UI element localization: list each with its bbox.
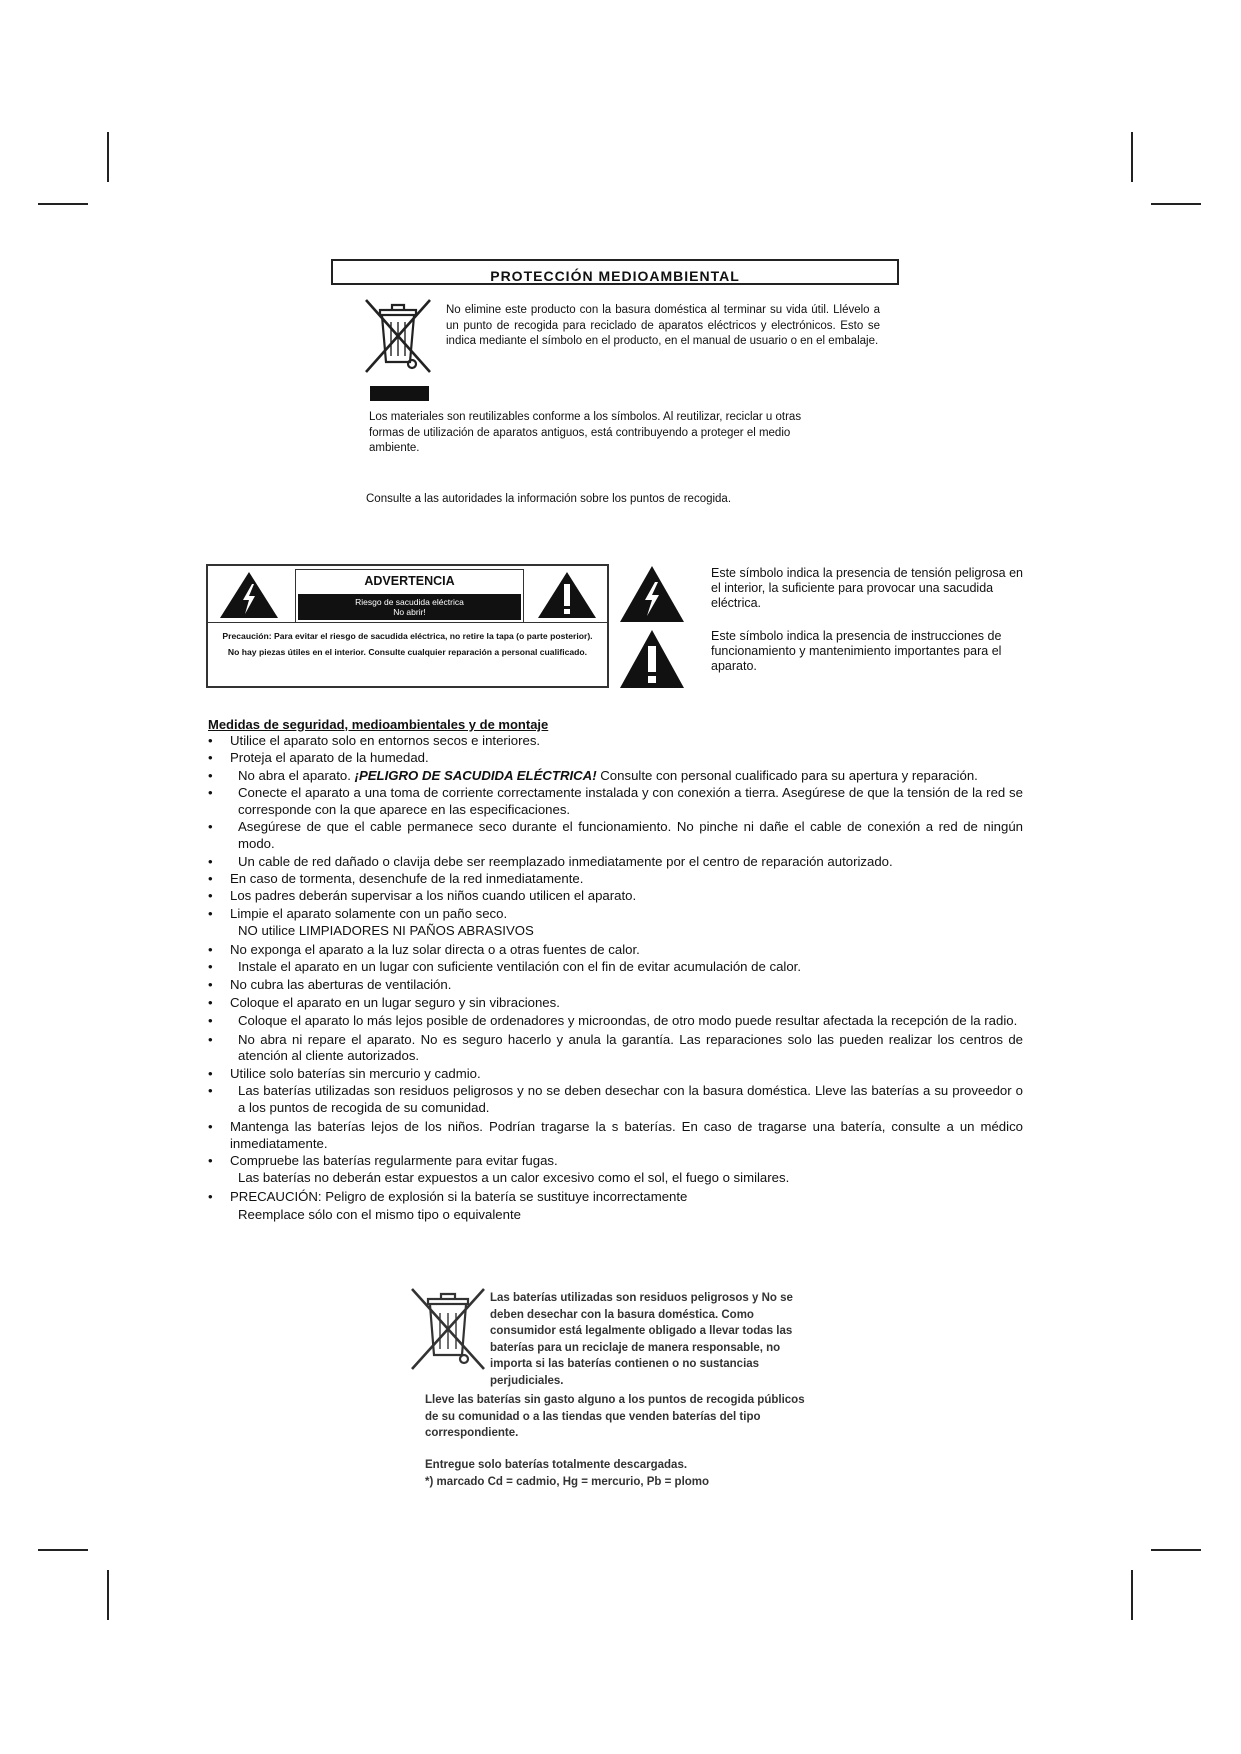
exclamation-symbol-text: Este símbolo indica la presencia de instrucciones de funcionamiento y mantenimiento importantes para el aparato. (711, 629, 1002, 673)
list-item: • Proteja el aparato de la humedad. (208, 750, 429, 766)
list-item: • Un cable de red dañado o clavija debe ser reemplazado inmediatamente por el centro de reparación autorizado. (208, 853, 893, 869)
warning-line-1: Riesgo de sacudida eléctrica (355, 597, 464, 607)
list-item: • Los padres deberán supervisar a los niños cuando utilicen el aparato. (208, 888, 637, 904)
list-item: • Limpie el aparato solamente con un paño seco. (208, 905, 508, 921)
crop-mark-top-right-horizontal (1151, 203, 1201, 205)
crop-mark-bottom-left-horizontal (38, 1549, 88, 1551)
environmental-protection-title: PROTECCIÓN MEDIOAMBIENTAL (331, 259, 899, 285)
list-item: • PRECAUCIÓN: Peligro de explosión si la batería se sustituye incorrectamente (208, 1189, 688, 1205)
lightning-symbol-text: Este símbolo indica la presencia de tensión peligrosa en el interior, la suficiente para provocar una sacudida eléctrica. (711, 566, 1023, 610)
list-item: • Instale el aparato en un lugar con suficiente ventilación con el fin de evitar acumulación de calor. (208, 959, 802, 975)
warning-label (206, 564, 609, 688)
list-item: • Compruebe las baterías regularmente para evitar fugas. (208, 1153, 558, 1169)
list-item-continuation: Reemplace sólo con el mismo tipo o equivalente (238, 1206, 521, 1222)
crossed-bin-icon (362, 298, 434, 374)
danger-warning: ¡PELIGRO DE SACUDIDA ELÉCTRICA! (354, 767, 597, 783)
environmental-paragraph-1: No elimine este producto con la basura doméstica al terminar su vida útil. Llévelo a un punto de recogida para reciclado de aparatos eléctricos y electrónicos. Esto se indica mediante el símbolo en el producto, en el manual de usuario o en el embalaje. (446, 304, 880, 347)
safety-heading: Medidas de seguridad, medioambientales y de montaje (208, 717, 549, 732)
crop-mark-top-left-vertical (107, 132, 109, 182)
environmental-paragraph-2: Los materiales son reutilizables conforme a los símbolos. Al reutilizar, reciclar u otras formas de utilización de aparatos antiguos, está contribuyendo a proteger el medio ambiente. (369, 411, 802, 454)
list-item: • Coloque el aparato en un lugar seguro y sin vibraciones. (208, 995, 560, 1011)
battery-paragraph-2: Lleve las baterías sin gasto alguno a los puntos de recogida públicos de su comunidad o a las tiendas que venden baterías del tipo correspondiente. (425, 1394, 805, 1439)
warning-black-panel (298, 594, 521, 620)
warning-title: ADVERTENCIA (364, 574, 455, 588)
warning-precaution-text: Precaución: Para evitar el riesgo de sacudida eléctrica, no retire la tapa (o parte posterior). No hay piezas útiles en el interior. Consulte cualquier reparación a personal cualificado. (222, 631, 593, 657)
battery-paragraph-1: Las baterías utilizadas son residuos peligrosos y No se deben desechar con la basura doméstica. Como consumidor está legalmente obligado a llevar todas las baterías para un reciclaje de manera responsable, no importa si las baterías contienen o no sustancias perjudiciales. (490, 1292, 793, 1387)
crop-mark-bottom-left-vertical (107, 1570, 109, 1620)
list-item-continuation: NO utilice LIMPIADORES NI PAÑOS ABRASIVOS (238, 923, 534, 939)
black-bar-marker (370, 386, 429, 401)
crop-mark-top-left-horizontal (38, 203, 88, 205)
list-item: • Utilice solo baterías sin mercurio y cadmio. (208, 1065, 481, 1081)
warning-center-panel (295, 569, 524, 623)
list-item: • Conecte el aparato a una toma de corriente correctamente instalada y con conexión a tierra. Asegúrese de que la tensión de la red se corresponde con la que aparece en las especificaciones. (208, 785, 1023, 817)
list-item: • Asegúrese de que el cable permanece seco durante el funcionamiento. No pinche ni dañe el cable de conexión a red de ningún modo. (208, 819, 1023, 852)
list-item: • Mantenga las baterías lejos de los niños. Podrían tragarse la s baterías. En caso de tragarse una batería, consulte a un médico inmediatamente. (208, 1118, 1023, 1151)
list-item-continuation: Las baterías no deberán estar expuestos a un calor excesivo como el sol, el fuego o similares. (238, 1170, 790, 1186)
list-item: • Utilice el aparato solo en entornos secos e interiores. (208, 733, 541, 748)
battery-paragraph-3 (425, 1457, 805, 1490)
lightning-symbol-icon (618, 564, 686, 624)
list-item: • No abra ni repare el aparato. No es seguro hacerlo y anula la garantía. Las reparaciones solo las pueden realizar los centros de atención al cliente autorizados. (208, 1031, 1023, 1064)
list-item: • Las baterías utilizadas son residuos peligrosos y no se deben desechar con la basura doméstica. Lleve las baterías a su proveedor o a los puntos de recogida de su comunidad. (208, 1083, 1023, 1116)
warning-line-2: No abrir! (393, 607, 426, 617)
crop-mark-top-right-vertical (1131, 132, 1133, 182)
exclamation-symbol-icon (618, 628, 686, 690)
safety-list (208, 733, 1023, 1223)
list-item: • No cubra las aberturas de ventilación. (208, 976, 452, 992)
battery-footnote: *) marcado Cd = cadmio, Hg = mercurio, Pb = plomo (425, 1475, 710, 1488)
list-item: • No abra el aparato. ¡PELIGRO DE SACUDIDA ELÉCTRICA! Consulte con personal cualificado para su apertura y reparación. (208, 767, 978, 783)
exclamation-warning-icon (536, 570, 598, 620)
crossed-battery-bin-icon (408, 1287, 488, 1371)
lightning-warning-icon (218, 570, 280, 620)
crop-mark-bottom-right-horizontal (1151, 1549, 1201, 1551)
battery-discharged-text: Entregue solo baterías totalmente descargadas. (425, 1459, 688, 1471)
warning-separator (208, 622, 607, 623)
environmental-paragraph-3: Consulte a las autoridades la información sobre los puntos de recogida. (366, 493, 732, 505)
list-item: • En caso de tormenta, desenchufe de la red inmediatamente. (208, 870, 584, 886)
list-item: • Coloque el aparato lo más lejos posible de ordenadores y microondas, de otro modo puede resultar afectada la recepción de la radio. (208, 1012, 1018, 1028)
crop-mark-bottom-right-vertical (1131, 1570, 1133, 1620)
list-item: • No exponga el aparato a la luz solar directa o a otras fuentes de calor. (208, 941, 640, 957)
